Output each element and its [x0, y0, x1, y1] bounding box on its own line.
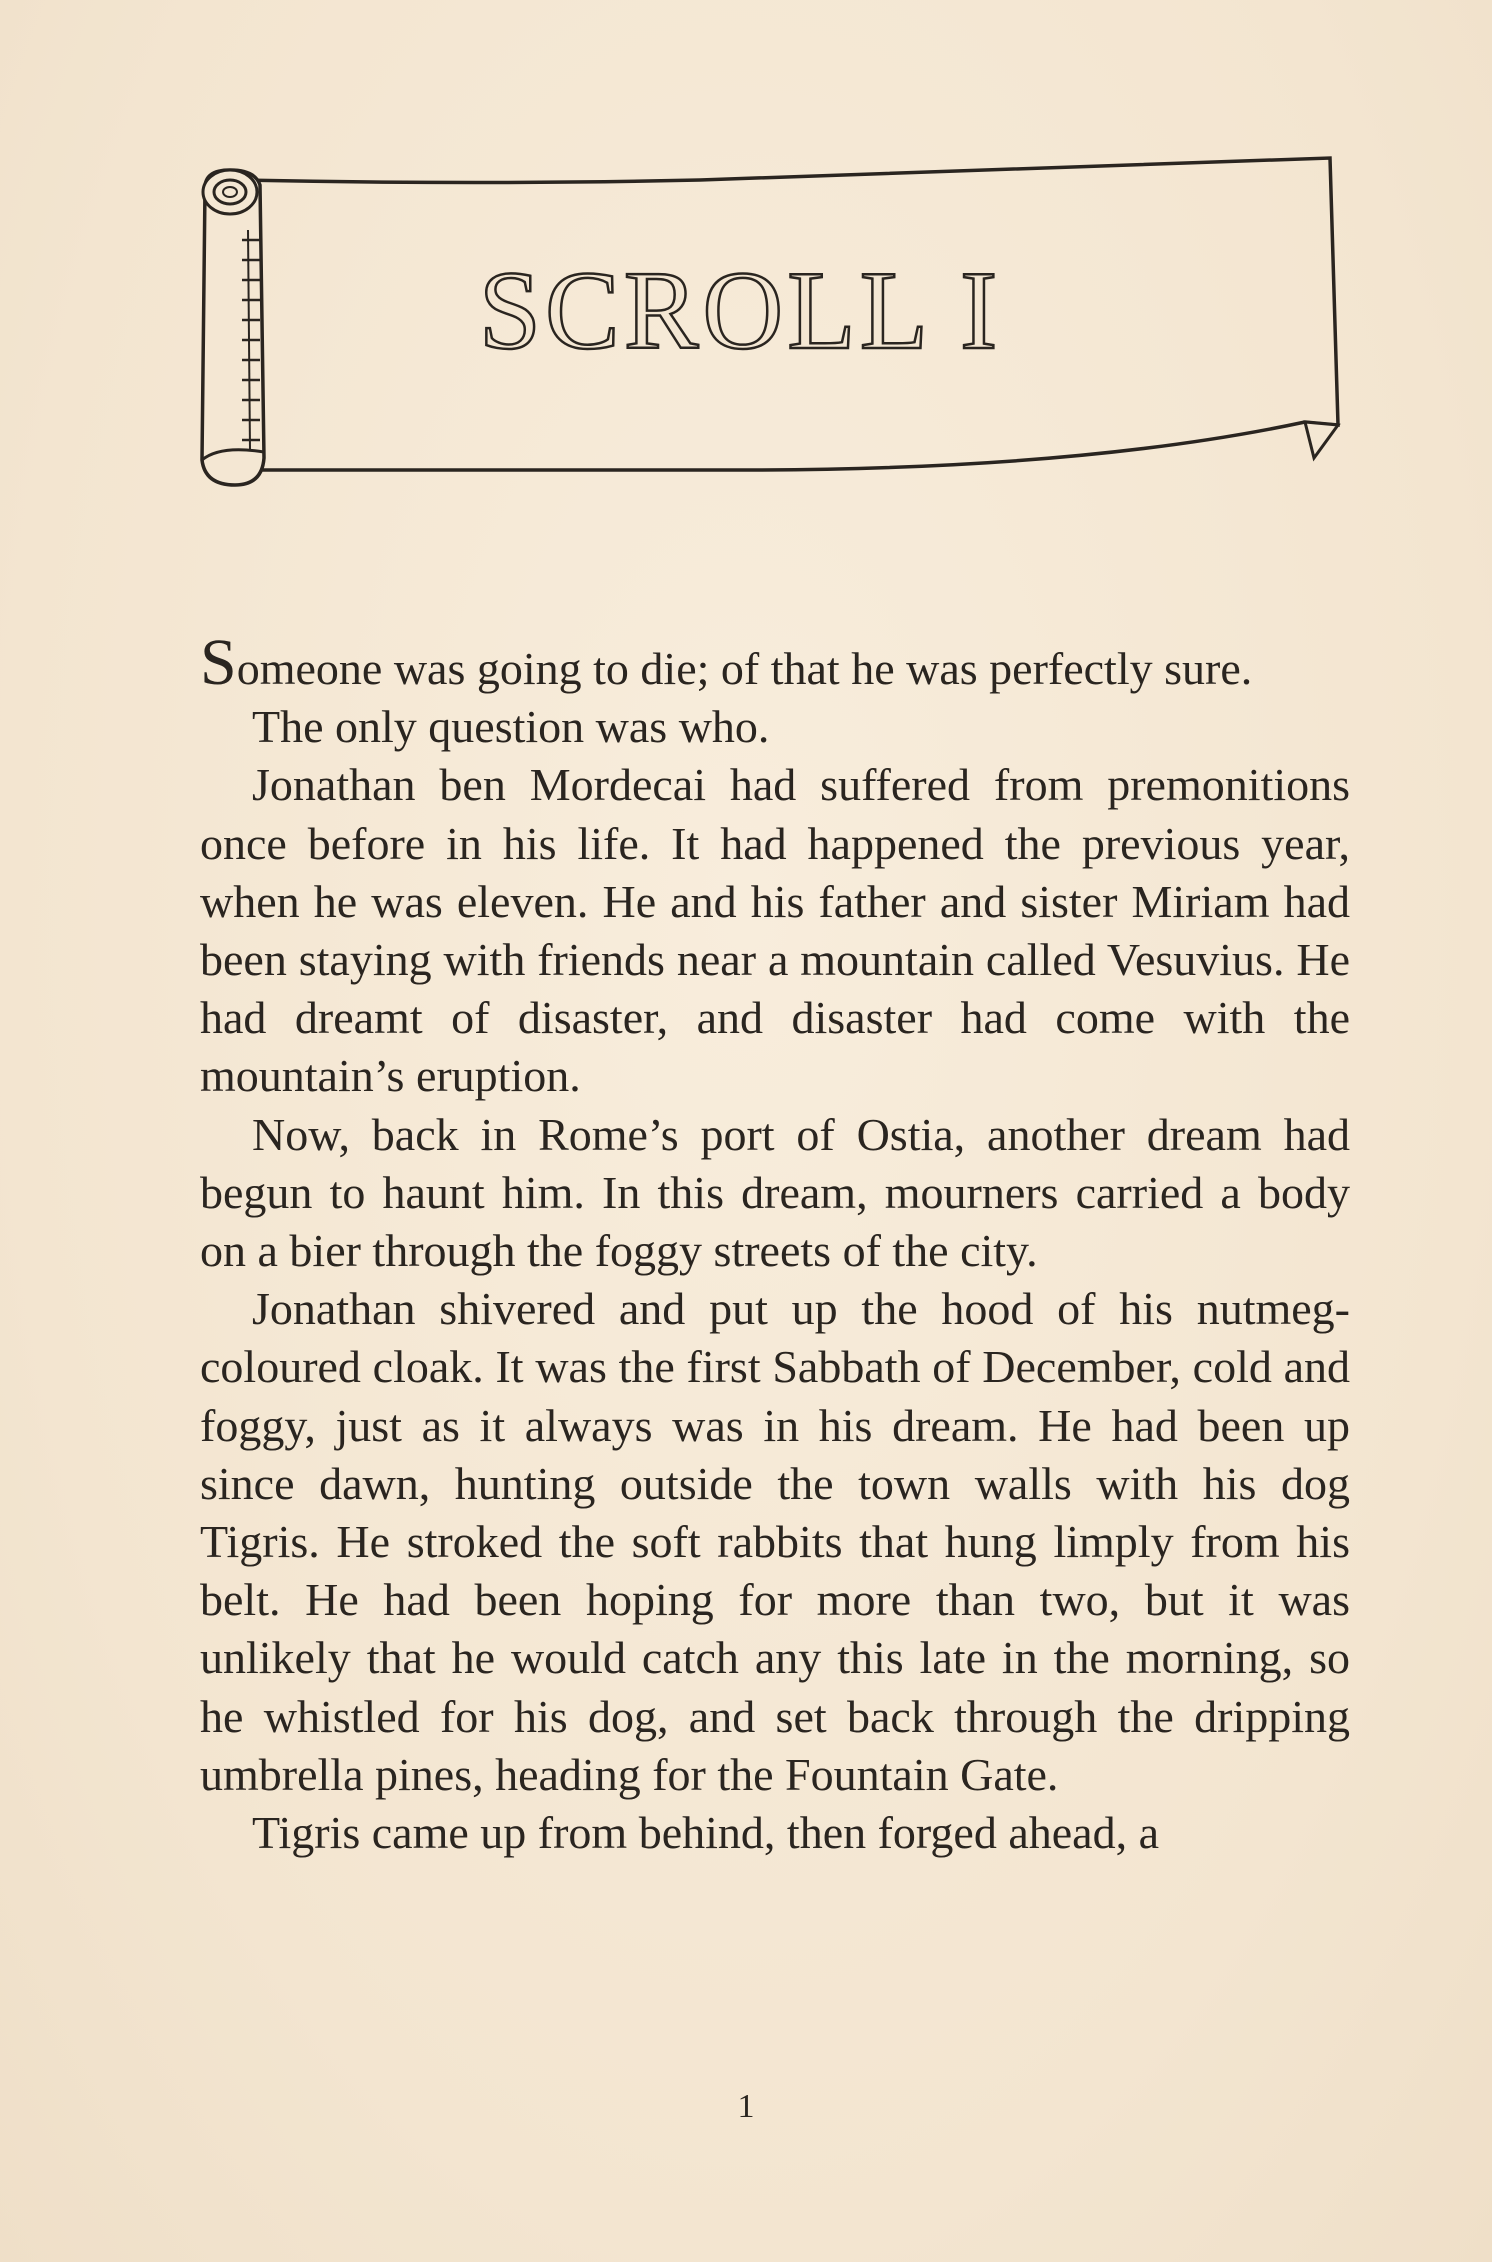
paragraph: Jonathan ben Mordecai had suffered from premonitions once before in his life. It had happened the previous year, when he was eleven. He and his father and sister Miriam had been staying with friends near a mountain called Vesuvius. He had dreamt of disaster, and disaster had come with the mountain’s eruption.: [200, 759, 1350, 1102]
chapter-body: [200, 626, 1350, 1862]
paragraph: Jonathan shivered and put up the hood of his nutmeg-coloured cloak. It was the first Sabbath of December, cold and foggy, just as it always was in his dream. He had been up since dawn, hunting outside the town walls with his dog Tigris. He stroked the soft rabbits that hung limply from his belt. He had been hoping for more than two, but it was unlikely that he would catch any this late in the morning, so he whistled for his dog, and set back through the dripping umbrella pines, heading for the Fountain Gate.: [200, 1283, 1350, 1800]
paragraph: The only question was who.: [252, 701, 770, 753]
chapter-title: SCROLL I: [478, 249, 1002, 373]
paragraph-text: omeone was going to die; of that he was perfectly sure.: [236, 643, 1253, 694]
drop-initial: S: [200, 626, 237, 699]
paragraph: [200, 626, 1350, 699]
paragraph: Now, back in Rome’s port of Ostia, another dream had begun to haunt him. In this dream, mourners carried a body on a bier through the foggy streets of the city.: [200, 1108, 1350, 1277]
page-number: 1: [737, 2088, 755, 2125]
paragraph: Tigris came up from behind, then forged ahead, a: [252, 1807, 1159, 1859]
